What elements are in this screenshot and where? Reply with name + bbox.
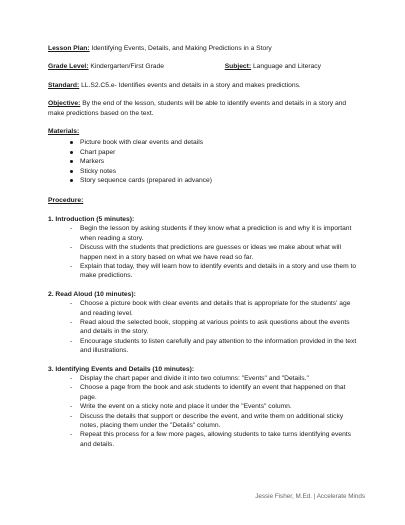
step-list	[48, 374, 357, 449]
step-item: - Discuss with the students that predictions are guesses or ideas we make about what will happen next in a story based on what we have read so far.	[70, 243, 357, 262]
step-item: - Display the chart paper and divide it into two columns: "Events" and "Details."	[70, 374, 357, 383]
step-item: - Choose a picture book with clear events and details that is appropriate for the students' age and reading level.	[70, 299, 357, 318]
step-item: - Begin the lesson by asking students if they know what a prediction is and why it is important when reading a story.	[70, 224, 357, 243]
grade-level	[48, 62, 164, 71]
grade-level-value: Kindergarten/First Grade	[88, 63, 164, 71]
materials-item: Picture book with clear events and details	[70, 138, 357, 147]
standard-label: Standard:	[48, 81, 80, 89]
step-item: - Explain that today, they will learn how to identify events and details in a story and use them to make predictions.	[70, 262, 357, 281]
step-item: - Discuss the details that support or describe the event, and write them on additional sticky notes, placing them under the "Details" column.	[70, 412, 357, 431]
materials-section	[48, 127, 357, 185]
procedure-title: Procedure:	[48, 197, 84, 205]
standard-line	[48, 81, 357, 90]
materials-item: Chart paper	[70, 148, 357, 157]
materials-item: Sticky notes	[70, 167, 357, 176]
grade-level-label: Grade Level:	[48, 63, 89, 71]
subject-label: Subject:	[224, 63, 252, 71]
step-item: - Write the event on a sticky note and place it under the "Events" column.	[70, 402, 357, 411]
lesson-plan-label: Lesson Plan:	[48, 45, 90, 52]
grade-subject-line	[48, 62, 357, 71]
procedure-step-introduction	[48, 215, 357, 281]
step-title: 3. Identifying Events and Details (10 minutes):	[48, 365, 195, 373]
step-list	[48, 299, 357, 355]
objective-paragraph	[48, 99, 357, 118]
standard-value: LL.S2.C5.e- Identifies events and details in a story and makes predictions.	[79, 81, 301, 89]
footer-credit: Jessie Fisher, M.Ed. | Accelerate Minds	[255, 493, 365, 500]
step-item: - Repeat this process for a few more pages, allowing students to take turns identifying events and details.	[70, 430, 357, 449]
objective-value: By the end of the lesson, students will be able to identify events and details in a story and make predictions based on the text.	[48, 100, 347, 117]
lesson-plan-value: Identifying Events, Details, and Making Predictions in a Story	[89, 45, 272, 52]
materials-item: Story sequence cards (prepared in advance)	[70, 176, 357, 185]
lesson-plan-line	[48, 44, 357, 53]
step-item: - Read aloud the selected book, stopping at various points to ask questions about the events and details in the story.	[70, 318, 357, 337]
procedure-step-identifying	[48, 365, 357, 450]
procedure-section	[48, 196, 357, 449]
objective-label: Objective:	[48, 100, 81, 108]
subject-value: Language and Literacy	[251, 63, 321, 71]
step-title: 1. Introduction (5 minutes):	[48, 215, 135, 223]
step-item: - Choose a page from the book and ask students to identify an event that happened on that page.	[70, 383, 357, 402]
materials-list	[48, 138, 357, 185]
materials-title: Materials:	[48, 128, 80, 136]
materials-item: Markers	[70, 157, 357, 166]
step-item: - Encourage students to listen carefully and pay attention to the information provided in the text and illustrations.	[70, 337, 357, 356]
procedure-step-read-aloud	[48, 290, 357, 356]
step-title: 2. Read Aloud (10 minutes):	[48, 290, 136, 298]
subject	[225, 62, 321, 71]
step-list	[48, 224, 357, 280]
